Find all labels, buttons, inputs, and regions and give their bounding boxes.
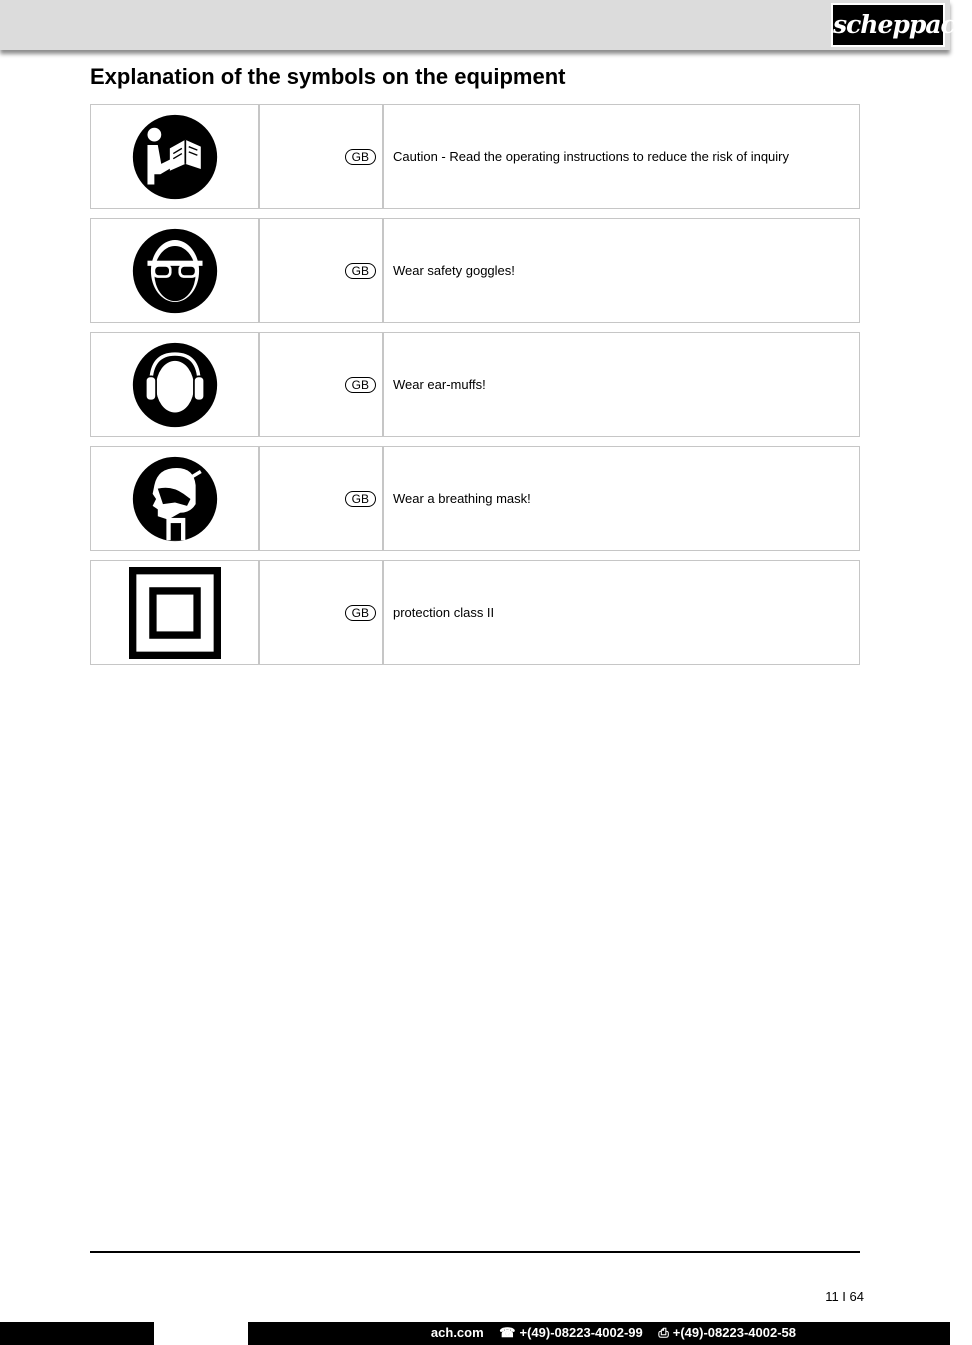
header-band xyxy=(0,0,950,50)
language-cell xyxy=(260,105,384,208)
symbol-cell xyxy=(91,105,260,208)
language-badge: GB xyxy=(345,377,376,393)
language-cell xyxy=(260,447,384,550)
footer-divider xyxy=(90,1251,860,1253)
brand-logo: scheppach xyxy=(831,3,945,47)
ear-muffs-icon xyxy=(132,342,218,428)
page-number: 11 I 64 xyxy=(825,1289,864,1304)
language-badge: GB xyxy=(345,263,376,279)
language-badge: GB xyxy=(345,605,376,621)
page-title: Explanation of the symbols on the equipment xyxy=(90,64,566,89)
language-cell xyxy=(260,219,384,322)
safety-goggles-icon xyxy=(132,228,218,314)
breathing-mask-icon xyxy=(132,456,218,542)
symbol-description: Wear safety goggles! xyxy=(393,263,515,278)
symbol-description: Wear a breathing mask! xyxy=(393,491,531,506)
fax-icon: ⎙ xyxy=(658,1325,669,1340)
symbol-description: Wear ear-muffs! xyxy=(393,377,486,392)
symbol-row xyxy=(90,104,860,209)
symbol-cell xyxy=(91,333,260,436)
language-badge: GB xyxy=(345,491,376,507)
footer-contact xyxy=(0,1322,796,1345)
footer-bar xyxy=(0,1322,950,1345)
symbol-cell xyxy=(91,561,260,664)
read-manual-icon xyxy=(132,114,218,200)
phone-number: +(49)-08223-4002-99 xyxy=(519,1325,643,1340)
symbol-row xyxy=(90,332,860,437)
symbol-row xyxy=(90,218,860,323)
symbol-cell xyxy=(91,219,260,322)
language-cell xyxy=(260,561,384,664)
symbol-description: protection class II xyxy=(393,605,495,620)
symbol-description: Caution - Read the operating instructions to reduce the risk of inquiry xyxy=(393,149,789,164)
language-cell xyxy=(260,333,384,436)
symbol-cell xyxy=(91,447,260,550)
symbol-row xyxy=(90,446,860,551)
phone-icon: ☎ xyxy=(499,1325,516,1340)
fax-number: +(49)-08223-4002-58 xyxy=(672,1325,796,1340)
protection-class-ii-icon xyxy=(129,567,221,659)
symbol-row xyxy=(90,560,860,665)
website-text: ach.com xyxy=(430,1325,484,1340)
language-badge: GB xyxy=(345,149,376,165)
